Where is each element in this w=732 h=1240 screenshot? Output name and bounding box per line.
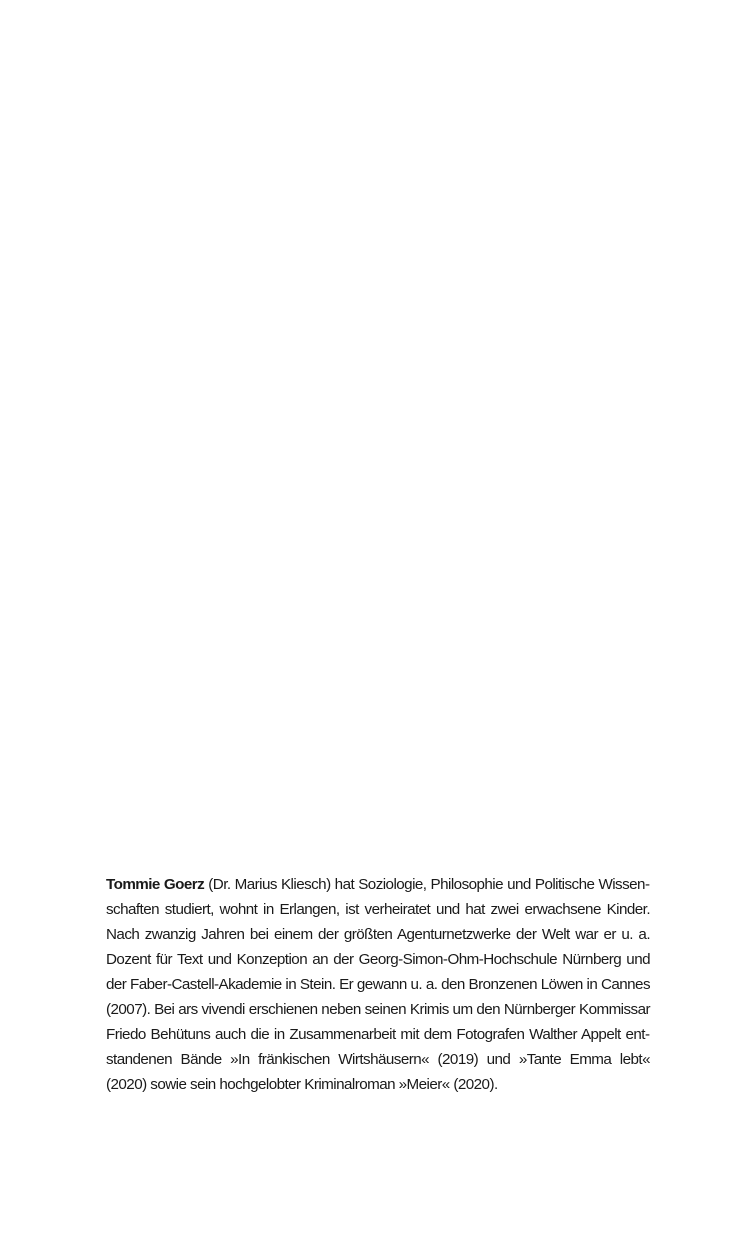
biography-text: (Dr. Marius Kliesch) hat Soziologie, Philosophie und Politische Wissenschaften studiert, wohnt in Erlangen, ist verheiratet und hat zwei erwachsene Kinder. Nach zwanzig Jahren bei einem der größten Agenturnetzwerke der Welt war er u. a. Dozent für Text und Konzeption an der Georg-Simon-Ohm-Hochschule Nürnberg und der Faber-Castell-Akademie in Stein. Er gewann u. a. den Bronzenen Löwen in Cannes (2007). Bei ars vivendi erschienen neben seinen Krimis um den Nürnberger Kommissar Friedo Behütuns auch die in Zusammenarbeit mit dem Fotografen Walther Appelt entstandenen Bände »In fränkischen Wirtshäusern« (2019) und »Tante Emma lebt« (2020) sowie sein hochgelobter Kriminalroman »Meier« (2020). <box>106 876 651 1093</box>
author-name: Tommie Goerz <box>106 876 205 893</box>
author-biography <box>106 872 650 1097</box>
